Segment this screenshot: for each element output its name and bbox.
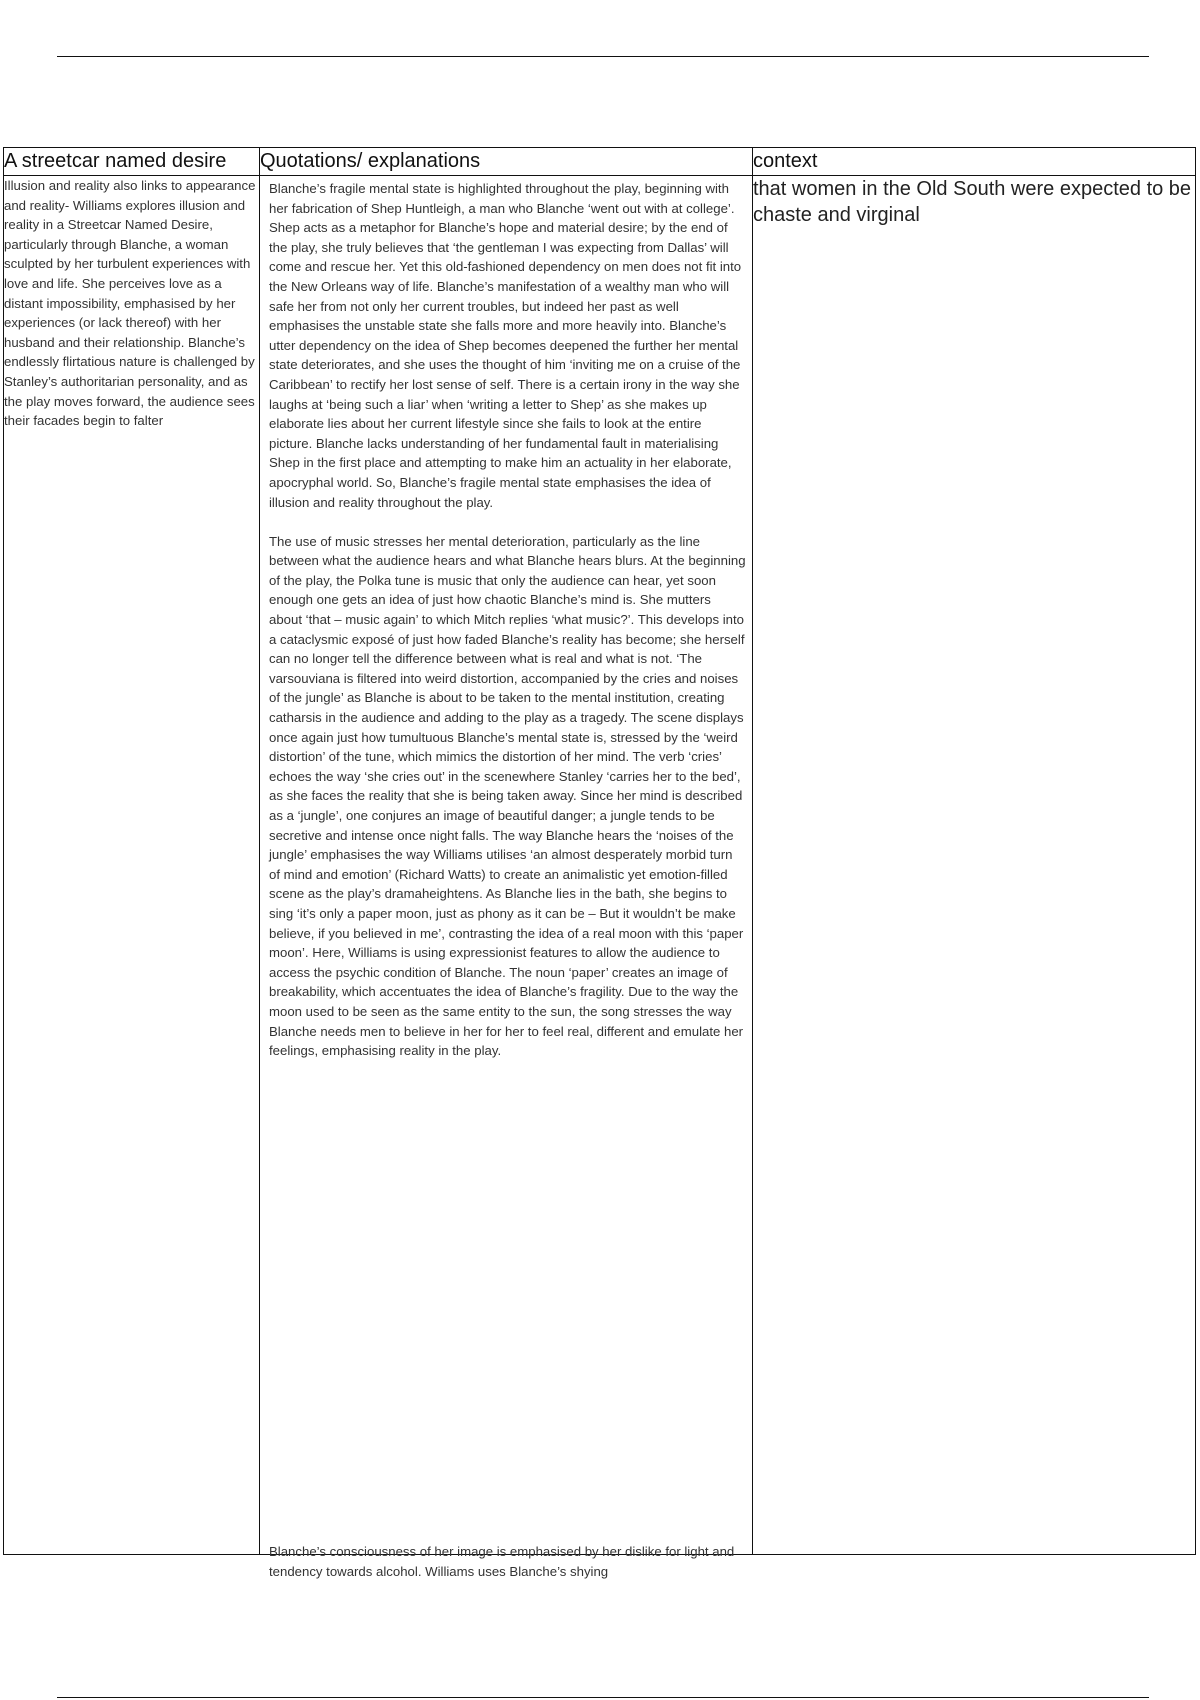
header-cell-quotations: Quotations/ explanations: [260, 148, 753, 176]
header-cell-title: A streetcar named desire: [4, 148, 260, 176]
paragraph-music: The use of music stresses her mental deterioration, particularly as the line between what the audience hears and what Blanche hears blurs. At the beginning of the play, the Polka tune is music that only the audience can hear, yet soon enough one gets an idea of just how chaotic Blanche’s mind is. She mutters about ‘that – music again’ to which Mitch replies ‘what music?’. This develops into a cataclysmic exposé of just how faded Blanche’s reality has become; she herself can no longer tell the difference between what is real and what is not. ‘The varsouviana is filtered into weird distortion, accompanied by the cries and noises of the jungle’ as Blanche is about to be taken to the mental institution, creating catharsis in the audience and adding to the play as a tragedy. The scene displays once again just how tumultuous Blanche’s mental state is, stressed by the ‘weird distortion’ of the tune, which mimics the distortion of her mind. The verb ‘cries’ echoes the way ‘she cries out’ in the scenewhere Stanley ‘carries her to the bed’, as she faces the reality that she is being taken away. Since her mind is described as a ‘jungle’, one conjures an image of beautiful danger; a jungle tends to be secretive and intense once night falls. The way Blanche hears the ‘noises of the jungle’ emphasises the way Williams utilises ‘an almost desperately morbid turn of mind and emotion’ (Richard Watts) to create an animalistic yet emotion-filled scene as the play’s dramaheightens. As Blanche lies in the bath, she begins to sing ‘it’s only a paper moon, just as phony as it can be – But it wouldn’t be make believe, if you believed in me’, contrasting the idea of a real moon with this ‘paper moon’. Here, Williams is using expressionist features to allow the audience to access the psychic condition of Blanche. The noun ‘paper’ creates an image of breakability, which accentuates the idea of Blanche’s fragility. Due to the way the moon used to be seen as the same entity to the sun, the song stresses the way Blanche needs men to believe in her for her to feel real, different and emulate her feelings, emphasising reality in the play.: [269, 533, 746, 1059]
paragraph-light: Blanche’s consciousness of her image is emphasised by her dislike for light and tendency towards alcohol. Williams uses Blanche’s shying: [269, 1544, 735, 1579]
footer-rule: [57, 1697, 1149, 1698]
notes-table: [3, 147, 1196, 1579]
table-row: [4, 176, 1196, 1555]
header-cell-context: context: [753, 148, 1196, 176]
theme-cell: [4, 176, 260, 1555]
header-rule: [57, 56, 1149, 57]
context-cell: [753, 176, 1196, 1555]
theme-text: Illusion and reality also links to appearance and reality- Williams explores illusion and reality in a Streetcar Named Desire, particularly through Blanche, a woman sculpted by her turbulent experiences with love and life. She perceives love as a distant impossibility, emphasised by her experiences (or lack thereof) with her husband and their relationship. Blanche’s endlessly flirtatious nature is challenged by Stanley’s authoritarian personality, and as the play moves forward, the audience sees their facades begin to falter: [4, 178, 256, 429]
table-header-row: [4, 148, 1196, 176]
paragraph-shep: Blanche’s fragile mental state is highlighted throughout the play, beginning with her fabrication of Shep Huntleigh, a man who Blanche ‘went out with at college’. Shep acts as a metaphor for Blanche’s hope and material desire; by the end of the play, she truly believes that ‘the gentleman I was expecting from Dallas’ will come and rescue her. Yet this old-fashioned dependency on men does not fit into the New Orleans way of life. Blanche’s manifestation of a wealthy man who will safe her from not only her current troubles, but indeed her past as well emphasises the unstable state she falls more and more heavily into. Blanche’s utter dependency on the idea of Shep becomes deepened the further her mental state deteriorates, and she uses the thought of him ‘inviting me on a cruise of the Caribbean’ to rectify her lost sense of self. There is a certain irony in the way she laughs at ‘being such a liar’ when ‘writing a letter to Shep’ as she makes up elaborate lies about her current lifestyle since she fails to look at the entire picture. Blanche lacks understanding of her fundamental fault in materialising Shep in the first place and attempting to make him an actuality in her elaborate, apocryphal world. So, Blanche’s fragile mental state emphasises the idea of illusion and reality throughout the play.: [269, 181, 742, 510]
context-text: that women in the Old South were expected to be chaste and virginal: [753, 178, 1192, 226]
quotations-cell: [260, 176, 753, 1579]
